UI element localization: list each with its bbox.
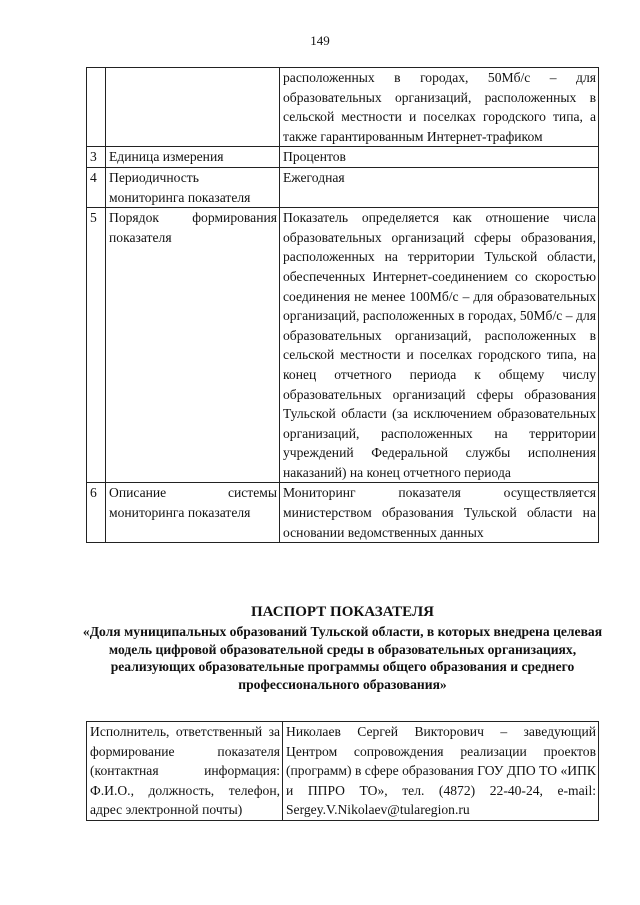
row-number: 6 xyxy=(87,483,106,543)
row-value: Процентов xyxy=(280,147,599,168)
row-number xyxy=(87,68,106,147)
row-value: Ежегодная xyxy=(280,167,599,207)
row-label xyxy=(106,68,280,147)
row-label: Единица измерения xyxy=(106,147,280,168)
row-number: 3 xyxy=(87,147,106,168)
passport-heading xyxy=(70,602,615,693)
table-row xyxy=(87,722,599,821)
row-value: Показатель определяется как отношение числа образовательных организаций сферы образования, расположенных на территории Тульской области, обеспеченных Интернет-соединением со скоростью соединения не менее 100Мб/с – для образовательных организаций, расположенных в городах, 50Мб/с – для образовательных организаций, расположенных в сельской местности и поселках городского типа, на конец отчетного периода к общему числу образовательных организаций сферы образования Тульской области (за исключением образовательных организаций, расположенных на территории учреждений Федеральной службы исполнения наказаний) на конец отчетного периода xyxy=(280,208,599,483)
row-label: Порядок формирования показателя xyxy=(106,208,280,483)
table-row xyxy=(87,208,599,483)
page-number: 149 xyxy=(310,33,330,48)
row-label: Исполнитель, ответственный за формирование показателя (контактная информация: Ф.И.О., должность, телефон, адрес электронной почты) xyxy=(87,722,283,821)
row-value: Николаев Сергей Викторович – заведующий Центром сопровождения реализации проектов (программ) в сфере образования ГОУ ДПО ТО «ИПК и ППРО ТО», тел. (4872) 22-40-24, e-mail: Sergey.V.Nikolaev@tularegion.ru xyxy=(283,722,599,821)
responsible-table xyxy=(86,721,599,821)
table-row xyxy=(87,68,599,147)
passport-title: ПАСПОРТ ПОКАЗАТЕЛЯ xyxy=(251,604,434,620)
row-label: Периодичность мониторинга показателя xyxy=(106,167,280,207)
table-row xyxy=(87,167,599,207)
passport-subtitle: «Доля муниципальных образований Тульской области, в которых внедрена целевая модель цифровой образовательной среды в образовательных организациях, реализующих образовательные программы общего образования и среднего профессионального образования» xyxy=(82,624,603,692)
indicator-table xyxy=(86,67,599,543)
table-row xyxy=(87,483,599,543)
row-label: Описание системы мониторинга показателя xyxy=(106,483,280,543)
row-value: Мониторинг показателя осуществляется министерством образования Тульской области на основании ведомственных данных xyxy=(280,483,599,543)
row-value: расположенных в городах, 50Мб/с – для образовательных организаций, расположенных в сельской местности и поселках городского типа, а также гарантированным Интернет-трафиком xyxy=(280,68,599,147)
row-number: 4 xyxy=(87,167,106,207)
table-row xyxy=(87,147,599,168)
row-number: 5 xyxy=(87,208,106,483)
